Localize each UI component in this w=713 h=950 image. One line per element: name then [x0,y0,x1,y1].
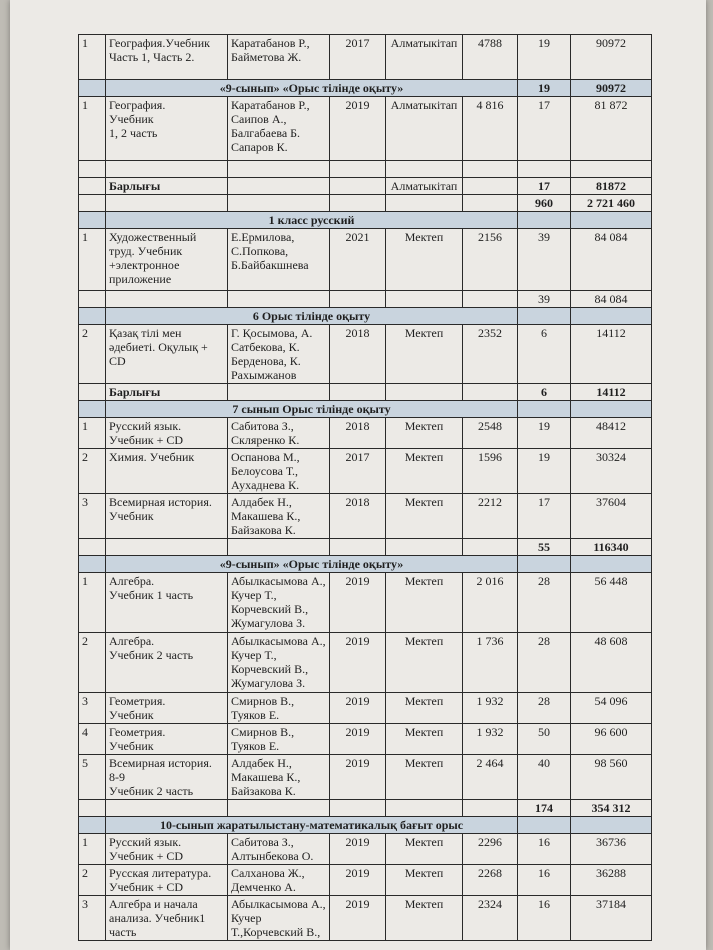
book-row [79,449,652,494]
quantity: 16 [518,865,571,896]
summary-blank [79,178,106,195]
book-row [79,693,652,724]
subtotal-sum [571,161,652,178]
book-title: Алгебра. Учебник 2 часть [106,633,228,693]
total-sum: 84 084 [571,229,652,291]
subtotal-blank [386,800,463,817]
book-title: Русская литература. Учебник + CD [106,865,228,896]
total-sum: 37184 [571,896,652,941]
book-authors: Алдабек Н., Макашева К., Байзакова К. [228,755,330,800]
book-authors: Каратабанов Р., Саипов А., Балгабаева Б. Сапаров К. [228,97,330,161]
publisher: Мектеп [386,418,463,449]
section-blank [518,817,571,834]
publisher: Алматыкітап [386,35,463,80]
publish-year: 2018 [330,325,386,384]
section-blank [79,308,106,325]
publisher: Мектеп [386,325,463,384]
subtotal-quantity: 55 [518,539,571,556]
section-blank [79,401,106,418]
unit-price: 2324 [463,896,518,941]
section-blank [79,817,106,834]
total-sum: 98 560 [571,755,652,800]
summary-blank [228,178,330,195]
section-quantity [518,401,571,418]
publisher: Мектеп [386,834,463,865]
book-row [79,633,652,693]
publish-year: 2018 [330,494,386,539]
publish-year: 2019 [330,834,386,865]
publish-year: 2019 [330,755,386,800]
quantity: 40 [518,755,571,800]
row-number: 1 [79,97,106,161]
unit-price: 2352 [463,325,518,384]
section-header-row [79,212,652,229]
unit-price: 1 736 [463,633,518,693]
publish-year: 2021 [330,229,386,291]
section-sum [571,401,652,418]
subtotal-row [79,539,652,556]
summary-sum: 2 721 460 [571,195,652,212]
section-blank [571,817,652,834]
book-authors: Е.Ермилова, С.Попкова, Б.Байбакшнева [228,229,330,291]
summary-label: Барлығы [106,384,228,401]
book-row [79,834,652,865]
unit-price: 2 464 [463,755,518,800]
summary-blank [463,195,518,212]
section-title: «9-сынып» «Орыс тілінде оқыту» [106,556,518,573]
unit-price: 4788 [463,35,518,80]
book-row [79,865,652,896]
unit-price: 1 932 [463,693,518,724]
publisher: Мектеп [386,633,463,693]
book-authors: Г. Қосымова, А. Сатбекова, К. Берденова, К. Рахымжанов [228,325,330,384]
total-sum: 36288 [571,865,652,896]
book-authors: Абылкасымова А., Кучер Т.,Корчевский В., [228,896,330,941]
total-sum: 81 872 [571,97,652,161]
summary-blank [79,195,106,212]
book-authors: Оспанова М., Белоусова Т., Ауxаднева К. [228,449,330,494]
publish-year: 2019 [330,865,386,896]
quantity: 16 [518,896,571,941]
publisher: Мектеп [386,865,463,896]
total-sum: 30324 [571,449,652,494]
quantity: 28 [518,573,571,633]
publisher: Мектеп [386,449,463,494]
total-sum: 56 448 [571,573,652,633]
publisher: Мектеп [386,693,463,724]
summary-quantity: 960 [518,195,571,212]
table-body [79,35,652,941]
book-title: Русский язык. Учебник + CD [106,418,228,449]
document-page [10,0,706,950]
total-sum: 37604 [571,494,652,539]
unit-price: 1 932 [463,724,518,755]
subtotal-blank [463,539,518,556]
publisher: Мектеп [386,724,463,755]
publish-year: 2018 [330,418,386,449]
quantity: 6 [518,325,571,384]
section-title: «9-сынып» «Орыс тілінде оқыту» [106,80,518,97]
subtotal-blank [79,539,106,556]
publish-year: 2019 [330,573,386,633]
quantity: 17 [518,494,571,539]
row-number: 3 [79,896,106,941]
summary-label [106,195,228,212]
section-sum [571,556,652,573]
section-header-row [79,80,652,97]
book-authors: Сабитова З., Скляренко К. [228,418,330,449]
book-title: Алгебра. Учебник 1 часть [106,573,228,633]
quantity: 50 [518,724,571,755]
subtotal-blank [386,161,463,178]
row-number: 1 [79,834,106,865]
subtotal-blank [330,291,386,308]
subtotal-blank [106,539,228,556]
book-authors: Смирнов В., Туяков Е. [228,724,330,755]
section-header-row [79,308,652,325]
subtotal-blank [106,291,228,308]
subtotal-sum: 84 084 [571,291,652,308]
textbook-order-table [78,34,652,941]
summary-row [79,178,652,195]
subtotal-sum: 116340 [571,539,652,556]
section-blank [79,212,106,229]
row-number: 2 [79,865,106,896]
section-blank [79,556,106,573]
book-title: Художественный труд. Учебник +электронное приложение [106,229,228,291]
subtotal-blank [330,800,386,817]
publisher: Мектеп [386,494,463,539]
publisher: Мектеп [386,896,463,941]
subtotal-blank [330,539,386,556]
subtotal-blank [228,161,330,178]
publish-year: 2019 [330,724,386,755]
row-number: 3 [79,693,106,724]
book-title: Русский язык. Учебник + CD [106,834,228,865]
subtotal-blank [106,161,228,178]
publish-year: 2019 [330,633,386,693]
row-number: 1 [79,229,106,291]
subtotal-row [79,161,652,178]
quantity: 19 [518,418,571,449]
total-sum: 48412 [571,418,652,449]
total-sum: 90972 [571,35,652,80]
unit-price: 2 016 [463,573,518,633]
section-quantity: 19 [518,80,571,97]
book-title: География. Учебник 1, 2 часть [106,97,228,161]
row-number: 3 [79,494,106,539]
book-authors: Абылкасымова А., Кучер Т., Корчевский В., Жумагулова З. [228,633,330,693]
unit-price: 2296 [463,834,518,865]
summary-row [79,195,652,212]
quantity: 39 [518,229,571,291]
summary-quantity: 17 [518,178,571,195]
section-quantity [518,556,571,573]
publisher: Алматыкітап [386,97,463,161]
subtotal-row [79,800,652,817]
quantity: 19 [518,35,571,80]
publish-year: 2017 [330,35,386,80]
summary-label: Барлығы [106,178,228,195]
book-row [79,755,652,800]
summary-blank [228,195,330,212]
book-authors: Салханова Ж., Демченко А. [228,865,330,896]
section-blank [79,80,106,97]
book-title: География.Учебник Часть 1, Часть 2. [106,35,228,80]
subtotal-blank [386,291,463,308]
subtotal-blank [463,800,518,817]
book-row [79,229,652,291]
unit-price: 2212 [463,494,518,539]
unit-price: 2548 [463,418,518,449]
subtotal-blank [79,161,106,178]
total-sum: 54 096 [571,693,652,724]
book-title: Геометрия. Учебник [106,693,228,724]
book-row [79,35,652,80]
quantity: 16 [518,834,571,865]
summary-publisher [386,384,463,401]
quantity: 28 [518,633,571,693]
quantity: 28 [518,693,571,724]
summary-publisher: Алматыкітап [386,178,463,195]
row-number: 4 [79,724,106,755]
book-row [79,325,652,384]
book-row [79,494,652,539]
book-authors: Алдабек Н., Макашева К., Байзакова К. [228,494,330,539]
unit-price: 4 816 [463,97,518,161]
row-number: 1 [79,35,106,80]
subtotal-blank [463,161,518,178]
subtotal-sum: 354 312 [571,800,652,817]
publisher: Мектеп [386,229,463,291]
publish-year: 2017 [330,449,386,494]
book-title: Геометрия. Учебник [106,724,228,755]
book-row [79,896,652,941]
publish-year: 2019 [330,896,386,941]
unit-price: 1596 [463,449,518,494]
section-title: 1 класс русский [106,212,518,229]
book-title: Всемирная история. Учебник [106,494,228,539]
subtotal-quantity: 39 [518,291,571,308]
unit-price: 2268 [463,865,518,896]
row-number: 5 [79,755,106,800]
subtotal-blank [106,800,228,817]
publisher: Мектеп [386,755,463,800]
section-title: 6 Орыс тілінде оқыту [106,308,518,325]
summary-sum: 81872 [571,178,652,195]
book-title: Алгебра и начала анализа. Учебник1 часть [106,896,228,941]
subtotal-blank [228,800,330,817]
quantity: 19 [518,449,571,494]
unit-price: 2156 [463,229,518,291]
subtotal-blank [330,161,386,178]
summary-blank [330,195,386,212]
row-number: 2 [79,325,106,384]
book-title: Химия. Учебник [106,449,228,494]
row-number: 2 [79,449,106,494]
subtotal-quantity: 174 [518,800,571,817]
publish-year: 2019 [330,97,386,161]
row-number: 2 [79,633,106,693]
quantity: 17 [518,97,571,161]
summary-blank [463,384,518,401]
book-title: Всемирная история. 8-9 Учебник 2 часть [106,755,228,800]
subtotal-blank [79,800,106,817]
section-quantity [518,308,571,325]
book-row [79,724,652,755]
row-number: 1 [79,418,106,449]
summary-blank [79,384,106,401]
book-title: Қазақ тілі мен әдебиеті. Оқулық + CD [106,325,228,384]
summary-blank [228,384,330,401]
total-sum: 48 608 [571,633,652,693]
summary-publisher [386,195,463,212]
section-title: 7 сынып Орыс тілінде оқыту [106,401,518,418]
total-sum: 96 600 [571,724,652,755]
subtotal-quantity [518,161,571,178]
book-row [79,97,652,161]
section-header-row [79,556,652,573]
summary-blank [330,178,386,195]
summary-blank [330,384,386,401]
subtotal-blank [463,291,518,308]
section-title: 10-сынып жаратылыстану-математикалық бағыт орыс [106,817,518,834]
book-authors: Абылкасымова А., Кучер Т., Корчевский В., Жумагулова З. [228,573,330,633]
section-sum [571,212,652,229]
summary-sum: 14112 [571,384,652,401]
section-quantity [518,212,571,229]
book-row [79,573,652,633]
publisher: Мектеп [386,573,463,633]
subtotal-blank [386,539,463,556]
total-sum: 14112 [571,325,652,384]
subtotal-blank [79,291,106,308]
book-row [79,418,652,449]
section-sum: 90972 [571,80,652,97]
summary-row [79,384,652,401]
summary-quantity: 6 [518,384,571,401]
subtotal-blank [228,539,330,556]
summary-blank [463,178,518,195]
section-header-row [79,817,652,834]
total-sum: 36736 [571,834,652,865]
subtotal-row [79,291,652,308]
subtotal-blank [228,291,330,308]
section-header-row [79,401,652,418]
publish-year: 2019 [330,693,386,724]
book-authors: Смирнов В., Туяков Е. [228,693,330,724]
row-number: 1 [79,573,106,633]
book-authors: Сабитова З., Алтынбекова О. [228,834,330,865]
book-authors: Каратабанов Р., Байметова Ж. [228,35,330,80]
section-sum [571,308,652,325]
